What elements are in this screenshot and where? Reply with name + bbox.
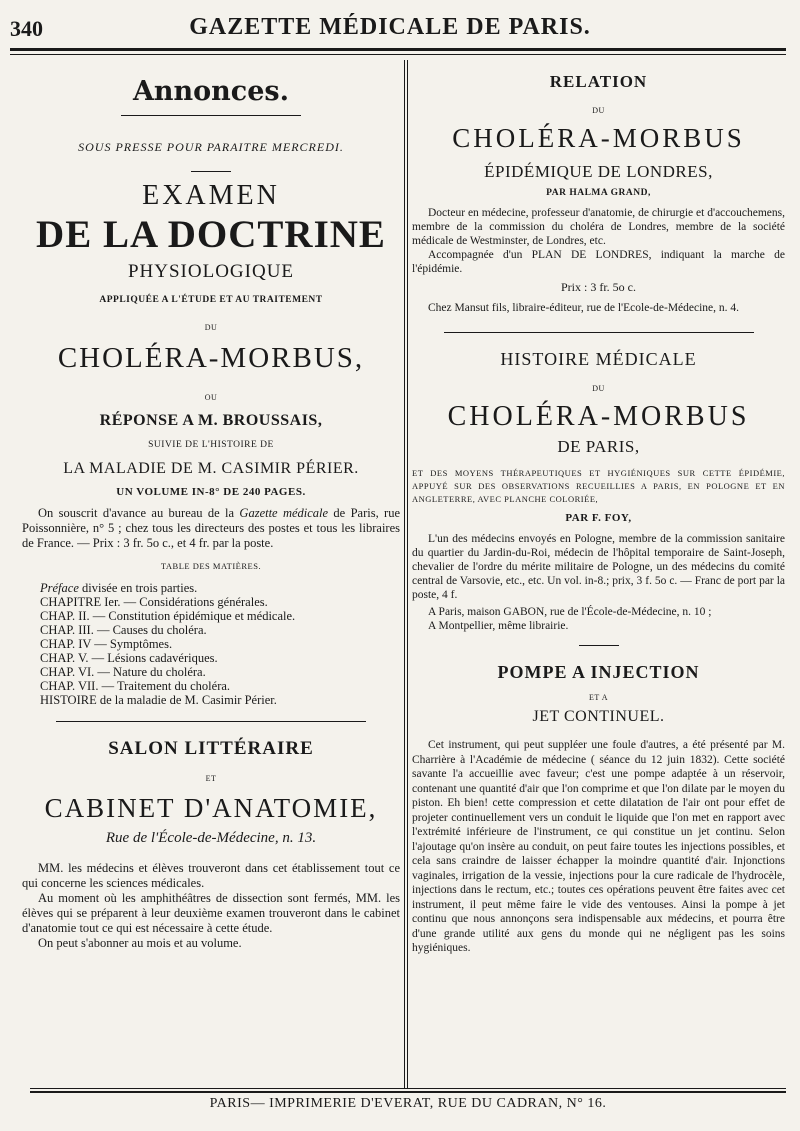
histoire-title: HISTOIRE MÉDICALE [500, 349, 697, 369]
histoire-author: PAR F. FOY, [565, 512, 632, 524]
footer-rule-thick [30, 1091, 786, 1093]
toc-preface [40, 581, 400, 595]
announcements-title: Annonces. [132, 76, 290, 107]
header-rule-thin [10, 54, 786, 55]
section-rule [579, 645, 619, 646]
column-divider-2 [407, 60, 408, 1088]
section-rule [444, 332, 754, 333]
histoire-du: DU [592, 384, 605, 393]
relation-du: DU [592, 106, 605, 115]
relation-para1: Docteur en médecine, professeur d'anatomie, de chirurgie et d'accouchemens, membre de la commission du choléra de Londres, membre de la société médicale de Westminster, de Londres, etc. [412, 207, 785, 247]
histoire-cholera: CHOLÉRA-MORBUS [447, 401, 750, 432]
book1-examen: EXAMEN [142, 180, 280, 211]
book1-ou: OU [204, 393, 218, 402]
table-of-contents [40, 581, 400, 707]
book1-physiologique: PHYSIOLOGIQUE [127, 261, 295, 282]
toc-title: TABLE DES MATIÈRES. [160, 561, 262, 571]
section-rule [56, 721, 366, 722]
relation-author: PAR HALMA GRAND, [546, 188, 651, 198]
toc-item: CHAP. VII. — Traitement du choléra. [40, 679, 231, 693]
cabinet-address: Rue de l'École-de-Médecine, n. 13. [105, 830, 317, 846]
salon-para2: Au moment où les amphithéâtres de dissection sont fermés, MM. les élèves qui se préparent à leur deuxième examen trouveront dans le cabinet d'anatomie tout ce qui est nécessaire à cette étude. [22, 891, 400, 935]
header-rule-thick [10, 48, 786, 51]
salon-para1: MM. les médecins et élèves trouveront dans cet établissement tout ce qui concerne les sciences médicales. [22, 861, 400, 890]
book1-suivie: SUIVIE DE L'HISTOIRE DE [148, 440, 274, 450]
salon-title: SALON LITTÉRAIRE [108, 738, 314, 759]
pompe-title: POMPE A INJECTION [497, 662, 700, 682]
footer-rule-thin [30, 1088, 786, 1089]
relation-price: Prix : 3 fr. 5o c. [561, 280, 636, 294]
toc-item: CHAP. IV — Symptômes. [40, 637, 173, 651]
toc-item: CHAP. V. — Lésions cadavériques. [40, 651, 218, 665]
toc-item: CHAP. II. — Constitution épidémique et médicale. [40, 609, 296, 623]
histoire-paris: DE PARIS, [557, 437, 640, 456]
toc-preface-italic: Préface [40, 581, 79, 595]
pompe-jet: JET CONTINUEL. [532, 708, 665, 725]
book1-reponse: RÉPONSE A M. BROUSSAIS, [99, 412, 323, 429]
pompe-et: ET A [589, 693, 608, 702]
press-rule [191, 171, 231, 172]
toc-item: CHAP. VI. — Nature du choléra. [40, 665, 206, 679]
toc-preface-rest: divisée en trois parties. [78, 581, 198, 595]
histoire-para2: A Paris, maison GABON, rue de l'École-de-Médecine, n. 10 ; [428, 606, 712, 618]
pompe-para1: Cet instrument, qui peut suppléer une foule d'autres, a été présenté par M. Charrière à l'Académie de médecine ( séance du 12 juin 1832). Cette société savante l'a accueillie avec faveur; c'est une pompe adaptée à un réservoir, contenant une quantité d'air que l'on comprime et que l'on dilate par le moyen du piston. Eh bien! cette compression et cette dilatation de l'air ont pour effet de projeter continuellement vers un conduit le liquide que l'on met en rapport avec l'extrémité inférieure de l'instrument, ce qui constitue un jet continu. Selon l'ajoutage qu'on insère au conduit, on peut faire toutes les injections possibles, et cela sans craindre de laisser échapper la moindre quantité d'air. Injonctions vaginales, irrigation de la vessie, injections pour la cure radicale de l'hydrocèle, injections dans le rectum, etc.; toutes ces opérations peuvent être faites avec cet instrument, il peut même faire le vide des ventouses. Ainsi la pompe à jet continu que nous annonçons sera indispensable aux médecins, et pourra être d'une grande utilité aux gens du monde qui ne négligent pas les soins hygiéniques. [412, 739, 785, 954]
journal-title: GAZETTE MÉDICALE DE PARIS. [189, 14, 591, 40]
relation-para2: Accompagnée d'un PLAN DE LONDRES, indiquant la marche de l'épidémie. [412, 249, 785, 275]
book1-maladie: LA MALADIE DE M. CASIMIR PÉRIER. [63, 460, 359, 477]
histoire-subtitle: ET DES MOYENS THÉRAPEUTIQUES ET HYGIÉNIQUES SUR CETTE ÉPIDÉMIE, APPUYÉ SUR DES OBSERVATIONS RECUEILLIES A PARIS, EN POLOGNE ET EN ANGLETERRE, AVEC PLANCHE COLORIÉE, [412, 468, 785, 504]
relation-cholera: CHOLÉRA-MORBUS [452, 123, 745, 153]
book1-cholera: CHOLÉRA-MORBUS, [57, 342, 365, 374]
relation-title: RELATION [549, 72, 648, 91]
toc-item: CHAPITRE Ier. — Considérations générales. [40, 595, 268, 609]
subscription-text-a: On souscrit d'avance au bureau de la [38, 506, 240, 520]
page-number: 340 [10, 16, 43, 41]
book1-volume: UN VOLUME IN-8° DE 240 PAGES. [116, 486, 306, 498]
salon-para3: On peut s'abonner au mois et au volume. [38, 936, 242, 950]
left-column [22, 60, 400, 951]
salon-et: ET [205, 774, 217, 783]
toc-item: CHAP. III. — Causes du choléra. [40, 623, 207, 637]
press-notice: SOUS PRESSE POUR PARAITRE MERCREDI. [78, 140, 344, 154]
toc-item: HISTOIRE de la maladie de M. Casimir Périer. [40, 693, 277, 707]
column-divider [404, 60, 405, 1088]
relation-publisher: Chez Mansut fils, libraire-éditeur, rue de l'Ecole-de-Médecine, n. 4. [428, 302, 740, 314]
histoire-para1: L'un des médecins envoyés en Pologne, membre de la commission sanitaire du quartier du Jardin-du-Roi, médecin de l'hôpital temporaire de Saint-Joseph, chevalier de l'ordre du mérite militaire de Pologne, un des médecins du comité central de Varsovie, etc., etc. Un vol. in-8.; prix, 3 f. 5o c. — Franc de port par la poste, 4 f. [412, 533, 785, 601]
imprint: PARIS— IMPRIMERIE D'EVERAT, RUE DU CADRAN, N° 16. [209, 1096, 607, 1111]
histoire-para3: A Montpellier, même librairie. [428, 620, 569, 632]
subscription-text-b: de Paris, rue Poissonnière, n° 5 ; chez tous les directeurs des postes et tous les libraires de France. — Prix : 3 fr. 5o c., et 4 fr. par la poste. [22, 506, 401, 550]
book1-doctrine: DE LA DOCTRINE [36, 213, 386, 256]
book1-subscription [22, 506, 400, 551]
cabinet-title: CABINET D'ANATOMIE, [44, 793, 378, 823]
right-column [412, 60, 785, 956]
subscription-italic: Gazette médicale [239, 506, 329, 520]
relation-londres: ÉPIDÉMIQUE DE LONDRES, [484, 162, 713, 181]
book1-appliquee: APPLIQUÉE A L'ÉTUDE ET AU TRAITEMENT [99, 295, 323, 305]
announcements-rule [121, 115, 301, 116]
book1-du: DU [204, 323, 218, 332]
